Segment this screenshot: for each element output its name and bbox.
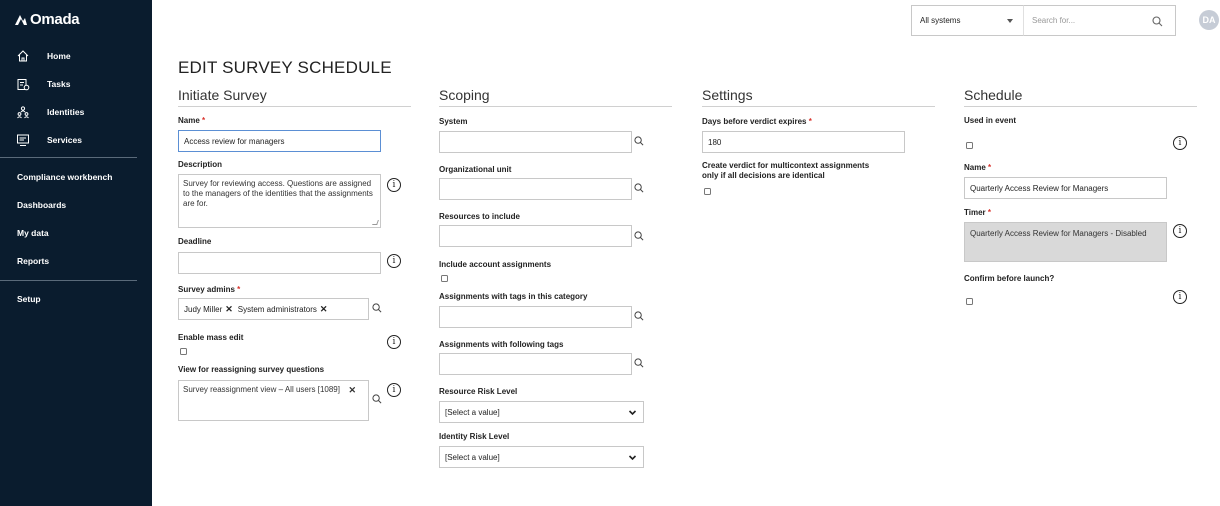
identity-risk-value: [Select a value] bbox=[445, 452, 500, 462]
sidebar-item-home[interactable] bbox=[0, 44, 152, 68]
include-accounts-checkbox[interactable] bbox=[441, 275, 448, 282]
section-divider bbox=[702, 106, 935, 107]
section-title-schedule: Schedule bbox=[964, 87, 1023, 103]
system-select-value: All systems bbox=[920, 16, 961, 25]
sidebar-link-dashboards[interactable]: Dashboards bbox=[17, 200, 67, 210]
home-icon bbox=[15, 48, 31, 64]
org-unit-field[interactable] bbox=[439, 178, 632, 200]
identity-risk-select[interactable] bbox=[439, 446, 644, 468]
used-in-event-checkbox[interactable] bbox=[966, 142, 973, 149]
caret-down-icon bbox=[1007, 19, 1013, 23]
days-before-expiry-label: Days before verdict expires * bbox=[702, 117, 812, 126]
info-icon[interactable]: i bbox=[1173, 136, 1187, 150]
reassign-view-value: Survey reassignment view – All users [1089] bbox=[183, 385, 340, 394]
remove-tag-icon[interactable]: ✕ bbox=[225, 303, 233, 314]
survey-name-field[interactable]: Access review for managers bbox=[178, 130, 381, 152]
description-text: Survey for reviewing access. Questions are assigned to the managers of the identities that the assignments are for. bbox=[183, 179, 373, 208]
sidebar-divider bbox=[0, 280, 137, 281]
section-title-initiate-survey: Initiate Survey bbox=[178, 87, 267, 103]
info-icon[interactable]: i bbox=[387, 254, 401, 268]
sidebar-item-label: Services bbox=[47, 135, 82, 145]
schedule-name-field[interactable]: Quarterly Access Review for Managers bbox=[964, 177, 1167, 199]
deadline-label: Deadline bbox=[178, 237, 212, 246]
sidebar-divider bbox=[0, 157, 137, 158]
section-divider bbox=[439, 106, 672, 107]
description-field[interactable] bbox=[178, 174, 381, 228]
include-accounts-label: Include account assignments bbox=[439, 260, 552, 269]
identities-icon bbox=[15, 104, 31, 120]
reassign-view-label: View for reassigning survey questions bbox=[178, 365, 325, 374]
resources-field[interactable] bbox=[439, 225, 632, 247]
search-icon[interactable] bbox=[372, 303, 382, 313]
info-icon[interactable]: i bbox=[387, 335, 401, 349]
section-divider bbox=[178, 106, 411, 107]
system-label: System bbox=[439, 117, 468, 126]
deadline-field[interactable] bbox=[178, 252, 381, 274]
schedule-name-label: Name * bbox=[964, 163, 992, 172]
section-title-settings: Settings bbox=[702, 87, 753, 103]
identity-risk-label: Identity Risk Level bbox=[439, 432, 510, 441]
enable-mass-edit-checkbox[interactable] bbox=[180, 348, 187, 355]
sidebar bbox=[0, 0, 152, 506]
enable-mass-edit-label: Enable mass edit bbox=[178, 333, 244, 342]
chevron-down-icon bbox=[628, 453, 637, 462]
tags-category-label: Assignments with tags in this category bbox=[439, 292, 588, 301]
remove-tag-icon[interactable]: ✕ bbox=[348, 385, 356, 395]
search-icon[interactable] bbox=[634, 358, 644, 368]
timer-label: Timer * bbox=[964, 208, 991, 217]
section-title-scoping: Scoping bbox=[439, 87, 490, 103]
resize-handle[interactable] bbox=[372, 220, 379, 225]
multicontext-checkbox[interactable] bbox=[704, 188, 711, 195]
tags-category-field[interactable] bbox=[439, 306, 632, 328]
sidebar-link-compliance-workbench[interactable]: Compliance workbench bbox=[17, 172, 113, 182]
confirm-before-launch-checkbox[interactable] bbox=[966, 298, 973, 305]
info-icon[interactable]: i bbox=[1173, 290, 1187, 304]
resource-risk-value: [Select a value] bbox=[445, 407, 500, 417]
following-tags-field[interactable] bbox=[439, 353, 632, 375]
following-tags-label: Assignments with following tags bbox=[439, 340, 564, 349]
sidebar-item-label: Home bbox=[47, 51, 71, 61]
tasks-icon bbox=[15, 76, 31, 92]
days-before-expiry-field[interactable]: 180 bbox=[702, 131, 905, 153]
omada-logo-icon bbox=[14, 14, 28, 26]
admin-tag-label: System administrators bbox=[237, 304, 317, 314]
search-icon[interactable] bbox=[634, 311, 644, 321]
avatar[interactable]: DA bbox=[1199, 10, 1219, 30]
services-icon bbox=[15, 132, 31, 148]
admin-tag-label: Judy Miller bbox=[184, 304, 223, 314]
multicontext-label: Create verdict for multicontext assignments only if all decisions are identical bbox=[702, 161, 870, 180]
section-divider bbox=[964, 106, 1197, 107]
sidebar-link-my-data[interactable]: My data bbox=[17, 228, 49, 238]
sidebar-link-setup[interactable]: Setup bbox=[17, 294, 41, 304]
sidebar-item-identities[interactable] bbox=[0, 100, 152, 124]
remove-tag-icon[interactable]: ✕ bbox=[319, 303, 328, 314]
search-icon[interactable] bbox=[634, 183, 644, 193]
search-icon[interactable] bbox=[634, 231, 644, 241]
sidebar-link-reports[interactable]: Reports bbox=[17, 256, 50, 266]
sidebar-item-label: Tasks bbox=[47, 79, 71, 89]
timer-field: Quarterly Access Review for Managers - Disabled bbox=[964, 222, 1167, 262]
admin-tag bbox=[238, 304, 328, 315]
chevron-down-icon bbox=[628, 408, 637, 417]
brand-name: Omada bbox=[30, 11, 80, 28]
search-icon[interactable] bbox=[1152, 16, 1163, 27]
info-icon[interactable]: i bbox=[387, 178, 401, 192]
org-unit-label: Organizational unit bbox=[439, 165, 512, 174]
sidebar-item-label: Identities bbox=[47, 107, 85, 117]
survey-admins-field[interactable] bbox=[178, 298, 369, 320]
search-input[interactable] bbox=[1032, 16, 1142, 25]
name-label: Name * bbox=[178, 116, 206, 125]
used-in-event-label: Used in event bbox=[964, 116, 1017, 125]
admin-tag bbox=[184, 304, 233, 315]
system-field[interactable] bbox=[439, 131, 632, 153]
reassign-view-field[interactable] bbox=[178, 380, 369, 421]
confirm-before-launch-label: Confirm before launch? bbox=[964, 274, 1055, 283]
description-label: Description bbox=[178, 160, 223, 169]
resource-risk-select[interactable] bbox=[439, 401, 644, 423]
page-title: EDIT SURVEY SCHEDULE bbox=[178, 58, 392, 77]
resources-label: Resources to include bbox=[439, 212, 520, 221]
info-icon[interactable]: i bbox=[387, 383, 401, 397]
survey-admins-label: Survey admins * bbox=[178, 285, 241, 294]
search-icon[interactable] bbox=[634, 136, 644, 146]
search-icon[interactable] bbox=[372, 394, 382, 404]
global-search[interactable] bbox=[1023, 5, 1176, 36]
omada-logo[interactable] bbox=[14, 11, 79, 28]
resource-risk-label: Resource Risk Level bbox=[439, 387, 518, 396]
system-select[interactable] bbox=[911, 5, 1024, 36]
sidebar-item-services[interactable] bbox=[0, 128, 152, 152]
sidebar-item-tasks[interactable] bbox=[0, 72, 152, 96]
info-icon[interactable]: i bbox=[1173, 224, 1187, 238]
